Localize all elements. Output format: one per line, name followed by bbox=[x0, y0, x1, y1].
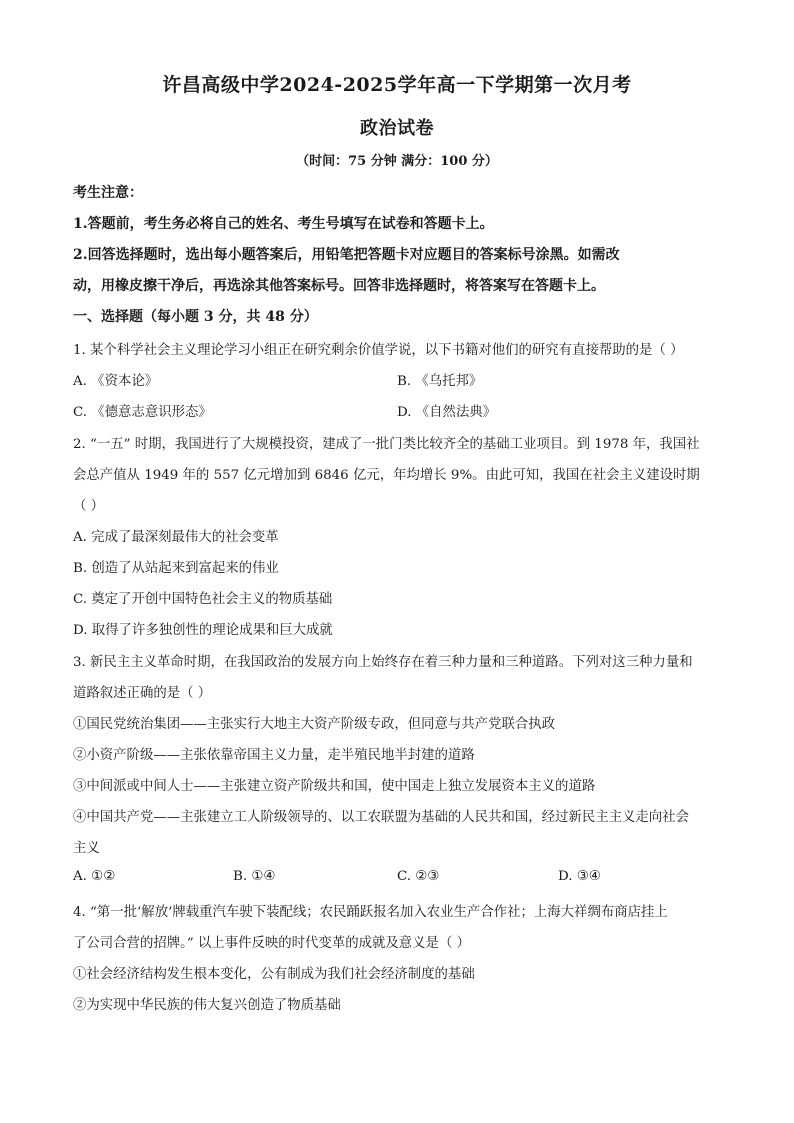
question-4-statement-2: ②为实现中华民族的伟大复兴创造了物质基础 bbox=[73, 998, 341, 1013]
question-3-option-b: B. ①④ bbox=[233, 869, 276, 884]
question-3-statement-1: ①国民党统治集团——主张实行大地主大资产阶级专政，但同意与共产党联合执政 bbox=[73, 717, 556, 732]
notice-item-1: 1.答题前，考生务必将自己的姓名、考生号填写在试卷和答题卡上。 bbox=[73, 216, 494, 232]
question-3-statement-4-line-2: 主义 bbox=[73, 841, 100, 856]
question-3-option-c: C. ②③ bbox=[397, 869, 440, 884]
exam-title: 许昌高级中学2024-2025学年高一下学期第一次月考 bbox=[162, 74, 632, 96]
question-4-line-1: 4. “第一批‘解放’牌载重汽车驶下装配线；农民踊跃报名加入农业生产合作社；上海大祥绸布商店挂上 bbox=[73, 905, 668, 920]
question-1-option-a: A. 《资本论》 bbox=[73, 374, 159, 389]
question-3-option-a: A. ①② bbox=[73, 869, 116, 884]
exam-subtitle: 政治试卷 bbox=[360, 118, 434, 139]
question-3-statement-4-line-1: ④中国共产党——主张建立工人阶级领导的、以工农联盟为基础的人民共和国，经过新民主主义走向社会 bbox=[73, 810, 689, 825]
question-3-line-1: 3. 新民主主义革命时期，在我国政治的发展方向上始终存在着三种力量和三种道路。下列对这三种力量和 bbox=[73, 655, 693, 670]
question-2-line-2: 会总产值从 1949 年的 557 亿元增加到 6846 亿元，年均增长 9%。由此可知，我国在社会主义建设时期 bbox=[73, 468, 700, 483]
question-3-line-2: 道路叙述正确的是（ ） bbox=[73, 686, 212, 701]
notice-item-2-line-2: 动，用橡皮擦干净后，再选涂其他答案标号。回答非选择题时，将答案写在答题卡上。 bbox=[73, 278, 605, 294]
question-1-option-d: D. 《自然法典》 bbox=[397, 405, 497, 420]
section-heading: 一、选择题（每小题 3 分，共 48 分） bbox=[73, 309, 318, 325]
question-2-option-c: C. 奠定了开创中国特色社会主义的物质基础 bbox=[73, 592, 333, 607]
question-4-statement-1: ①社会经济结构发生根本变化，公有制成为我们社会经济制度的基础 bbox=[73, 967, 475, 982]
question-2-option-b: B. 创造了从站起来到富起来的伟业 bbox=[73, 561, 279, 576]
notice-heading: 考生注意： bbox=[73, 185, 143, 201]
question-3-statement-3: ③中间派或中间人士——主张建立资产阶级共和国，使中国走上独立发展资本主义的道路 bbox=[73, 779, 596, 794]
notice-item-2-line-1: 2.回答选择题时，选出每小题答案后，用铅笔把答题卡对应题目的答案标号涂黑。如需改 bbox=[73, 247, 620, 263]
exam-time-info: （时间：75 分钟 满分：100 分） bbox=[296, 154, 498, 169]
question-3-statement-2: ②小资产阶级——主张依靠帝国主义力量，走半殖民地半封建的道路 bbox=[73, 748, 475, 763]
question-2-line-1: 2. “一五” 时期，我国进行了大规模投资，建成了一批门类比较齐全的基础工业项目。到 1978 年，我国社 bbox=[73, 437, 700, 452]
question-2-line-3: （ ） bbox=[73, 499, 105, 514]
question-2-option-d: D. 取得了许多独创性的理论成果和巨大成就 bbox=[73, 623, 333, 638]
question-1-option-c: C. 《德意志意识形态》 bbox=[73, 405, 212, 420]
question-2-option-a: A. 完成了最深刻最伟大的社会变革 bbox=[73, 530, 279, 545]
question-3-option-d: D. ③④ bbox=[558, 869, 601, 884]
question-1-option-b: B. 《乌托邦》 bbox=[397, 374, 483, 389]
question-1-stem: 1. 某个科学社会主义理论学习小组正在研究剩余价值学说，以下书籍对他们的研究有直接帮助的是（ ） bbox=[73, 343, 684, 358]
question-4-line-2: 了公司合营的招牌。” 以上事件反映的时代变革的成就及意义是（ ） bbox=[73, 936, 470, 951]
